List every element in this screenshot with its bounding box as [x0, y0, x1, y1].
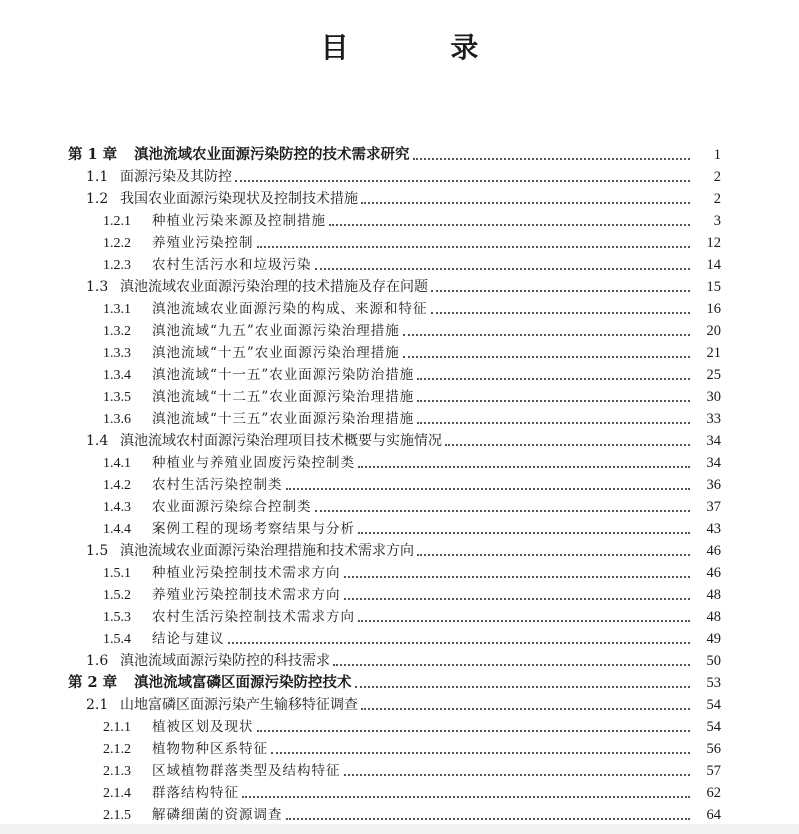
toc-entry-page-number: 50 [706, 653, 721, 669]
toc-entry-page-number: 12 [706, 235, 721, 251]
dot-leader [344, 773, 691, 776]
dot-leader [329, 223, 690, 226]
toc-entry-sub[interactable] [0, 408, 799, 430]
toc-entry-number: 1.6 [86, 653, 109, 669]
dot-leader [286, 487, 691, 490]
toc-entry-title: 结论与建议 [152, 631, 225, 647]
toc-entry-number: 1.2.1 [103, 214, 131, 229]
toc-entry-title: 区域植物群落类型及结构特征 [152, 763, 341, 779]
toc-entry-sub[interactable] [0, 606, 799, 628]
dot-leader [417, 553, 690, 556]
dot-leader [361, 201, 690, 204]
toc-entry-number: 1.5.4 [103, 632, 131, 647]
toc-entry-number: 1.5.3 [103, 610, 131, 625]
toc-entry-chapter[interactable] [0, 144, 799, 166]
toc-entry-number: 第 2 章 [68, 674, 118, 691]
toc-entry-number: 1.3.5 [103, 390, 131, 405]
toc-entry-sub[interactable] [0, 386, 799, 408]
dot-leader [417, 421, 690, 424]
toc-entry-number: 1.2.3 [103, 258, 131, 273]
toc-entry-sub[interactable] [0, 518, 799, 540]
dot-leader [344, 575, 691, 578]
toc-entry-title: 植被区划及现状 [152, 719, 254, 735]
toc-entry-number: 1.4.2 [103, 478, 131, 493]
toc-entry-number: 1.4.3 [103, 500, 131, 515]
toc-entry-title: 群落结构特征 [152, 785, 239, 801]
dot-leader [403, 333, 690, 336]
toc-entry-page-number: 34 [706, 433, 721, 449]
dot-leader [315, 509, 691, 512]
toc-entry-number: 1.2.2 [103, 236, 131, 251]
toc-entry-number: 2.1 [86, 697, 109, 713]
dot-leader [445, 443, 690, 446]
toc-entry-page-number: 2 [713, 191, 721, 207]
toc-entry-sub[interactable] [0, 210, 799, 232]
toc-entry-title: 种植业污染控制技术需求方向 [152, 565, 341, 581]
toc-entry-title: 我国农业面源污染现状及控制技术措施 [120, 191, 358, 207]
toc-entry-number: 1.3.1 [103, 302, 131, 317]
toc-entry-title: 养殖业污染控制技术需求方向 [152, 587, 341, 603]
toc-entry-sub[interactable] [0, 562, 799, 584]
toc-entry-sub[interactable] [0, 452, 799, 474]
toc-entry-section[interactable] [0, 430, 799, 452]
toc-entry-page-number: 36 [706, 477, 721, 493]
toc-entry-title: 解磷细菌的资源调查 [152, 807, 283, 823]
toc-entry-sub[interactable] [0, 760, 799, 782]
dot-leader [417, 399, 690, 402]
toc-entry-title: 农村生活污染控制技术需求方向 [152, 609, 355, 625]
toc-entry-page-number: 3 [713, 213, 721, 229]
page-title: 目 录 [320, 31, 525, 64]
toc-entry-sub[interactable] [0, 584, 799, 606]
toc-entry-number: 2.1.3 [103, 764, 131, 779]
toc-entry-sub[interactable] [0, 804, 799, 826]
toc-entry-page-number: 37 [706, 499, 721, 515]
dot-leader [344, 597, 691, 600]
toc-entry-number: 1.4.1 [103, 456, 131, 471]
toc-entry-page-number: 20 [706, 323, 721, 339]
toc-entry-title: 滇池流域“九五”农业面源污染治理措施 [152, 323, 400, 339]
toc-entry-page-number: 14 [706, 257, 721, 273]
toc-entry-page-number: 49 [706, 631, 721, 647]
dot-leader [403, 355, 690, 358]
toc-entry-number: 1.3.4 [103, 368, 131, 383]
dot-leader [228, 641, 691, 644]
toc-entry-page-number: 25 [706, 367, 721, 383]
toc-entry-sub[interactable] [0, 474, 799, 496]
toc-entry-section[interactable] [0, 188, 799, 210]
dot-leader [413, 157, 691, 160]
toc-entry-title: 种植业污染来源及控制措施 [152, 213, 326, 229]
toc-entry-page-number: 34 [706, 455, 721, 471]
toc-entry-page-number: 1 [713, 147, 721, 163]
table-of-contents [0, 144, 799, 826]
toc-entry-number: 1.5.2 [103, 588, 131, 603]
dot-leader [333, 663, 690, 666]
toc-entry-title: 滇池流域农村面源污染治理项目技术概要与实施情况 [120, 433, 442, 449]
toc-entry-number: 1.3.2 [103, 324, 131, 339]
toc-entry-number: 1.1 [86, 169, 109, 185]
toc-entry-page-number: 57 [706, 763, 721, 779]
toc-entry-sub[interactable] [0, 628, 799, 650]
toc-entry-section[interactable] [0, 166, 799, 188]
dot-leader [417, 377, 690, 380]
toc-entry-page-number: 48 [706, 609, 721, 625]
dot-leader [286, 817, 691, 820]
toc-entry-number: 第 1 章 [68, 146, 118, 163]
toc-entry-title: 滇池流域“十五”农业面源污染治理措施 [152, 345, 400, 361]
page-bottom-edge [0, 824, 799, 834]
toc-entry-sub[interactable] [0, 782, 799, 804]
toc-entry-page-number: 56 [706, 741, 721, 757]
toc-entry-page-number: 54 [706, 719, 721, 735]
toc-entry-sub[interactable] [0, 342, 799, 364]
toc-entry-section[interactable] [0, 650, 799, 672]
toc-entry-page-number: 62 [706, 785, 721, 801]
toc-entry-title: 养殖业污染控制 [152, 235, 254, 251]
toc-entry-title: 农村生活污染控制类 [152, 477, 283, 493]
toc-entry-title: 植物物种区系特征 [152, 741, 268, 757]
toc-entry-sub[interactable] [0, 232, 799, 254]
toc-entry-page-number: 21 [706, 345, 721, 361]
toc-entry-sub[interactable] [0, 496, 799, 518]
dot-leader [315, 267, 691, 270]
dot-leader [257, 245, 691, 248]
toc-entry-page-number: 2 [713, 169, 721, 185]
toc-entry-number: 2.1.5 [103, 808, 131, 823]
dot-leader [361, 707, 690, 710]
toc-entry-title: 面源污染及其防控 [120, 169, 232, 185]
dot-leader [235, 179, 690, 182]
dot-leader [257, 729, 691, 732]
toc-entry-title: 滇池流域面源污染防控的科技需求 [120, 653, 330, 669]
dot-leader [271, 751, 690, 754]
toc-entry-page-number: 46 [706, 543, 721, 559]
toc-entry-title: 山地富磷区面源污染产生输移特征调查 [120, 697, 358, 713]
toc-entry-number: 2.1.2 [103, 742, 131, 757]
toc-entry-title: 滇池流域农业面源污染防控的技术需求研究 [134, 146, 410, 163]
toc-entry-page-number: 30 [706, 389, 721, 405]
dot-leader [358, 619, 690, 622]
toc-entry-title: 滇池流域农业面源污染治理措施和技术需求方向 [120, 543, 414, 559]
toc-entry-number: 1.3.6 [103, 412, 131, 427]
toc-entry-sub[interactable] [0, 254, 799, 276]
toc-entry-title: 滇池流域“十一五”农业面源污染防治措施 [152, 367, 415, 383]
toc-entry-page-number: 15 [706, 279, 721, 295]
toc-entry-number: 2.1.1 [103, 720, 131, 735]
toc-entry-title: 滇池流域“十二五”农业面源污染治理措施 [152, 389, 415, 405]
toc-entry-sub[interactable] [0, 298, 799, 320]
toc-entry-page-number: 53 [706, 675, 721, 691]
toc-entry-number: 1.5 [86, 543, 109, 559]
toc-entry-number: 1.5.1 [103, 566, 131, 581]
toc-entry-number: 1.4 [86, 433, 109, 449]
toc-entry-title: 农村生活污水和垃圾污染 [152, 257, 312, 273]
toc-entry-section[interactable] [0, 540, 799, 562]
toc-entry-sub[interactable] [0, 738, 799, 760]
toc-entry-page-number: 48 [706, 587, 721, 603]
toc-entry-number: 1.3.3 [103, 346, 131, 361]
toc-entry-sub[interactable] [0, 364, 799, 386]
dot-leader [358, 465, 690, 468]
toc-entry-sub[interactable] [0, 320, 799, 342]
toc-entry-page-number: 64 [706, 807, 721, 823]
toc-entry-page-number: 43 [706, 521, 721, 537]
toc-entry-page-number: 46 [706, 565, 721, 581]
dot-leader [242, 795, 690, 798]
toc-entry-section[interactable] [0, 276, 799, 298]
toc-entry-title: 滇池流域农业面源污染治理的技术措施及存在问题 [120, 279, 428, 295]
toc-entry-page-number: 54 [706, 697, 721, 713]
toc-entry-title: 滇池流域富磷区面源污染防控技术 [134, 674, 352, 691]
toc-entry-title: 种植业与养殖业固废污染控制类 [152, 455, 355, 471]
toc-entry-number: 2.1.4 [103, 786, 131, 801]
toc-entry-title: 案例工程的现场考察结果与分析 [152, 521, 355, 537]
toc-entry-title: 滇池流域农业面源污染的构成、来源和特征 [152, 301, 428, 317]
toc-entry-title: 滇池流域“十三五”农业面源污染治理措施 [152, 411, 415, 427]
dot-leader [358, 531, 690, 534]
dot-leader [355, 685, 691, 688]
toc-entry-number: 1.3 [86, 279, 109, 295]
toc-entry-number: 1.4.4 [103, 522, 131, 537]
toc-entry-title: 农业面源污染综合控制类 [152, 499, 312, 515]
dot-leader [431, 311, 691, 314]
toc-entry-sub[interactable] [0, 716, 799, 738]
toc-entry-section[interactable] [0, 694, 799, 716]
toc-entry-page-number: 33 [706, 411, 721, 427]
dot-leader [431, 289, 690, 292]
toc-entry-page-number: 16 [706, 301, 721, 317]
toc-entry-chapter[interactable] [0, 672, 799, 694]
toc-entry-number: 1.2 [86, 191, 109, 207]
